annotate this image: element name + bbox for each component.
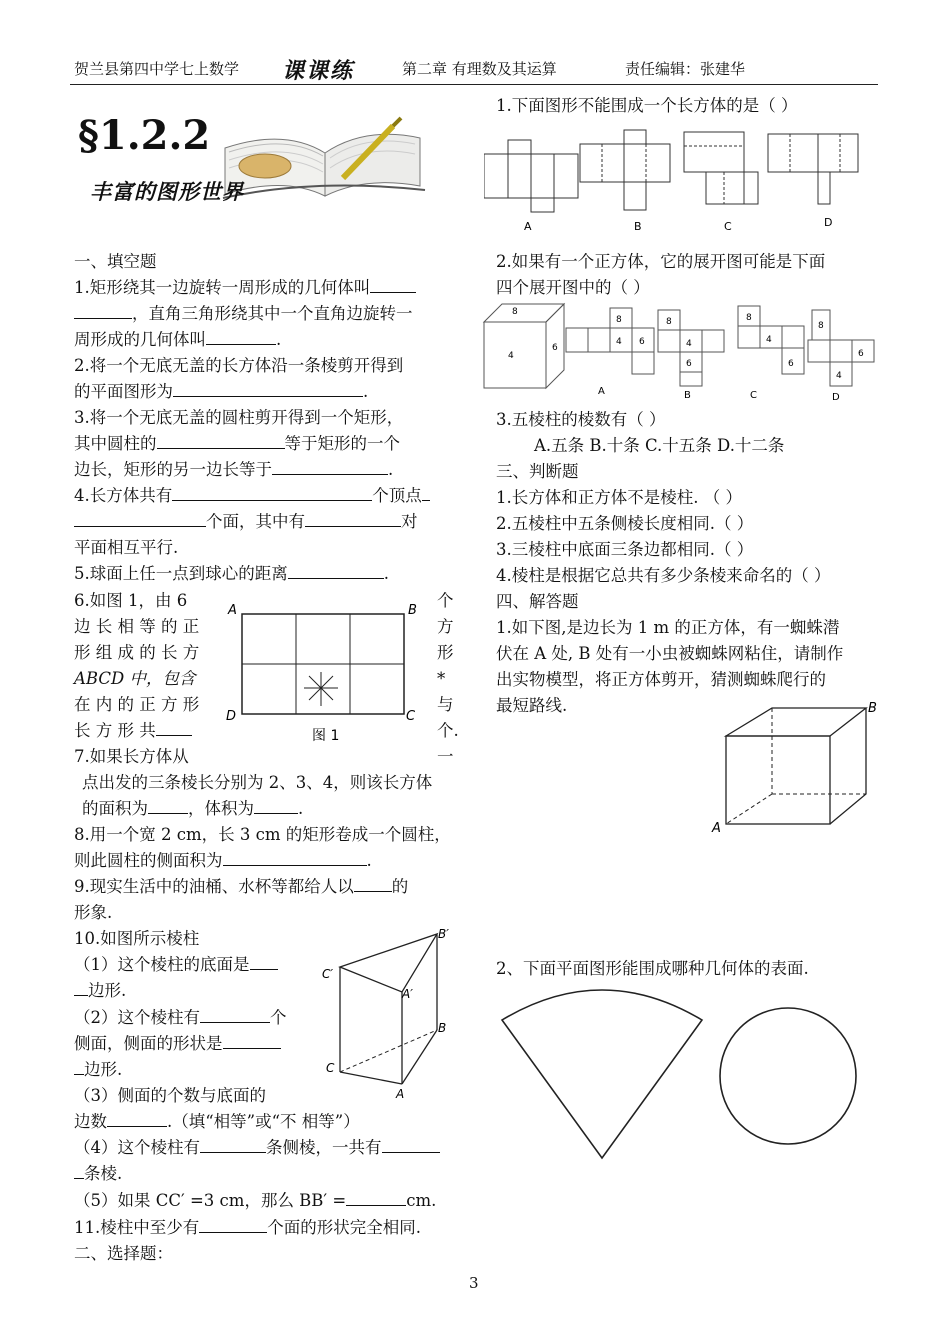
heading-answer: 四、解答题: [496, 592, 579, 611]
q1-line3: 周形成的几何体叫 .: [74, 326, 281, 353]
q10-3-line1: （3）侧面的个数与底面的: [74, 1086, 266, 1105]
q9-line1: 9.现实生活中的油桶、水杯等都给人以 的: [74, 873, 408, 900]
q8-line1: 8.用一个宽 2 cm，长 3 cm 的矩形卷成一个圆柱，: [74, 825, 451, 844]
choice-q3: 3.五棱柱的棱数有（ ）: [496, 410, 666, 429]
q10-1-line1: （1）这个棱柱的底面是: [74, 951, 278, 978]
q7-line3: 的面积为 ，体积为 .: [82, 795, 303, 822]
q2-line1: 2.将一个无底无盖的长方体沿一条棱剪开得到: [74, 356, 404, 375]
netB-face-4: 4: [686, 339, 692, 349]
q10-4-line1: （4）这个棱柱有 条侧棱，一共有: [74, 1134, 440, 1161]
net2-label-a: A: [598, 386, 605, 397]
q10-2-line1: （2）这个棱柱有 个: [74, 1004, 287, 1031]
q3-line3: 边长，矩形的另一边长等于 .: [74, 456, 393, 483]
q6-line4b: *: [437, 669, 446, 688]
choice-q2-nets: [482, 300, 878, 406]
judge-q3: 3.三棱柱中底面三条边都相同.（ ）: [496, 540, 754, 559]
q6-line1b: 个: [437, 591, 454, 610]
answer-q1-line1: 1.如下图,是边长为 1 m 的正方体，有一蜘蛛潜: [496, 618, 840, 637]
q4-line1: 4.长方体共有 个顶点: [74, 482, 430, 509]
netD-face-6: 6: [858, 349, 864, 359]
header-editor: 责任编辑：张建华: [625, 60, 746, 78]
q6-line6b: 个.: [437, 721, 459, 740]
net1-label-b: B: [634, 220, 642, 233]
q3-line2: 其中圆柱的 等于矩形的一个: [74, 430, 400, 457]
judge-q2: 2.五棱柱中五条侧棱长度相同.（ ）: [496, 514, 754, 533]
q7-line1b: 一: [437, 747, 454, 766]
q6-line1a: 6.如图 1，由 6: [74, 591, 188, 610]
sector-circle-figure: [490, 982, 870, 1168]
choice-q1-nets: [484, 126, 880, 236]
section-number: §1.2.2: [78, 112, 211, 159]
q5: 5.球面上任一点到球心的距离 .: [74, 560, 389, 587]
prism-label-b-prime: B′: [438, 927, 449, 941]
q3-line1: 3.将一个无底无盖的圆柱剪开得到一个矩形，: [74, 408, 404, 427]
q2-line2: 的平面图形为 .: [74, 378, 368, 405]
heading-fill-blank: 一、填空题: [74, 252, 157, 271]
fig1-caption: 图 1: [312, 728, 340, 744]
cube-face-top: 8: [512, 307, 518, 317]
answer-q1-line3: 出实物模型，将正方体剪开，猜测蜘蛛爬行的: [496, 670, 826, 689]
cube-face-side: 6: [552, 343, 558, 353]
q10-4-line2: 条棱.: [74, 1160, 122, 1187]
cube-face-front: 4: [508, 351, 514, 361]
q6-line2b: 方: [437, 617, 454, 636]
netC-face-6: 6: [788, 359, 794, 369]
q6-line6a: 长 方 形 共: [74, 717, 192, 744]
judge-q4: 4.棱柱是根据它总共有多少条棱来命名的（ ）: [496, 566, 831, 585]
q10-5: （5）如果 CC′ =3 cm，那么 BB′ = cm.: [74, 1187, 436, 1214]
q10-2-line3: 边形.: [74, 1056, 122, 1083]
netD-face-8: 8: [818, 321, 824, 331]
q9-line2: 形象.: [74, 903, 113, 922]
q1-line1: 1.矩形绕其一边旋转一周形成的几何体叫: [74, 274, 416, 301]
prism-label-a-prime: A′: [402, 987, 413, 1001]
q7-line1a: 7.如果长方体从: [74, 747, 189, 766]
net1-label-d: D: [824, 216, 833, 229]
header-chapter: 第二章 有理数及其运算: [402, 60, 557, 78]
q10-2-line2: 侧面，侧面的形状是: [74, 1030, 281, 1057]
answer-q1-line4: 最短路线.: [496, 696, 568, 715]
q4-line2: 个面，其中有 对: [74, 508, 418, 535]
q10-1-line2: 边形.: [74, 977, 126, 1004]
q6-line2a: 边 长 相 等 的 正: [74, 617, 200, 636]
q8-line2: 则此圆柱的侧面积为 .: [74, 847, 372, 874]
choice-q2-line2: 四个展开图中的（ ）: [496, 278, 650, 297]
prism-label-a: A: [396, 1087, 405, 1101]
fig1-label-b: B: [408, 603, 417, 618]
netA-face-8: 8: [616, 315, 622, 325]
choice-q3-options: A.五条 B.十条 C.十五条 D.十二条: [534, 436, 785, 455]
netB-face-8: 8: [666, 317, 672, 327]
prism-label-c: C: [326, 1061, 335, 1075]
header-rule: [70, 84, 878, 85]
netC-face-8: 8: [746, 313, 752, 323]
choice-q1: 1.下面图形不能围成一个长方体的是（ ）: [496, 96, 798, 115]
header-school: 贺兰县第四中学七上数学: [74, 60, 240, 78]
net2-label-b: B: [684, 390, 691, 401]
q4-line3: 平面相互平行.: [74, 538, 179, 557]
heading-judge: 三、判断题: [496, 462, 579, 481]
q6-line5a: 在 内 的 正 方 形: [74, 695, 200, 714]
q7-line2: 点出发的三条棱长分别为 2、3、4，则该长方体: [82, 773, 433, 792]
net2-label-c: C: [750, 390, 757, 401]
netA-face-4: 4: [616, 337, 622, 347]
figure-1-grid: [222, 600, 422, 750]
netD-face-4: 4: [836, 371, 842, 381]
q10-3-line2: 边数 .（填“相等”或“不 相等”）: [74, 1108, 360, 1135]
q6-line5b: 与: [437, 695, 454, 714]
netA-face-6: 6: [639, 337, 645, 347]
q11: 11.棱柱中至少有 个面的形状完全相同.: [74, 1214, 421, 1241]
fig1-label-d: D: [226, 709, 237, 724]
q6-line3b: 形: [437, 643, 454, 662]
fig1-label-c: C: [406, 709, 416, 724]
q10-title: 10.如图所示棱柱: [74, 929, 200, 948]
page-number: 3: [469, 1274, 479, 1292]
answer-q1-line2: 伏在 A 处, B 处有一小虫被蜘蛛网粘住，请制作: [496, 644, 844, 663]
triangular-prism-figure: [312, 922, 472, 1102]
prism-label-c-prime: C′: [322, 967, 334, 981]
header-brand: 课课练: [282, 59, 355, 84]
cube-label-a: A: [712, 821, 721, 836]
net2-label-d: D: [832, 392, 840, 403]
cube-label-b: B: [868, 701, 877, 716]
net1-label-a: A: [524, 220, 532, 233]
q6-line3a: 形 组 成 的 长 方: [74, 643, 200, 662]
judge-q1: 1.长方体和正方体不是棱柱. （ ）: [496, 488, 742, 507]
choice-q2-line1: 2.如果有一个正方体，它的展开图可能是下面: [496, 252, 826, 271]
book-pencil-icon: [215, 108, 440, 208]
q1-line2: ，直角三角形绕其中一个直角边旋转一: [74, 300, 413, 327]
netB-face-6: 6: [686, 359, 692, 369]
heading-choice: 二、选择题：: [74, 1244, 173, 1263]
answer-q2: 2、下面平面图形能围成哪种几何体的表面.: [496, 959, 809, 978]
fig1-label-a: A: [228, 603, 237, 618]
netC-face-4: 4: [766, 335, 772, 345]
net1-label-c: C: [724, 220, 732, 233]
cube-figure: [708, 698, 888, 838]
prism-label-b: B: [438, 1021, 447, 1035]
section-subtitle: 丰富的图形世界: [90, 180, 244, 204]
q6-line4a: ABCD 中，包含: [74, 669, 196, 688]
